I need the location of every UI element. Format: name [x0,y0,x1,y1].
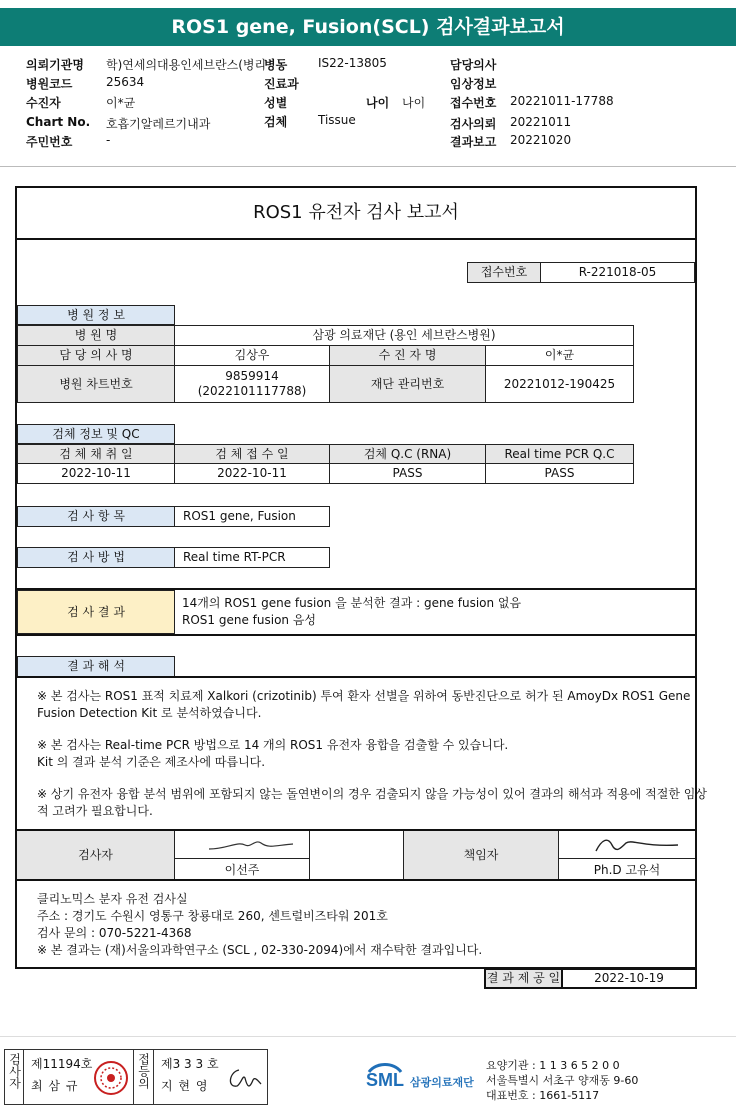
interpretation-note-1a: ※ 본 검사는 ROS1 표적 치료제 Xalkori (crizotinib) 투여 환자 선별을 위하여 동반진단으로 허가 된 AmoyDx ROS1 Gene [37,689,691,703]
interpretation-note-2a: ※ 본 검사는 Real-time PCR 방법으로 14 개의 ROS1 유전자 융합을 검출할 수 있습니다. [37,738,509,752]
lab-phone: 검사 문의 : 070-5221-4368 [37,926,192,940]
interpretation-note-3b: 적 고려가 필요합니다. [37,804,153,818]
lab-name: 클리노믹스 분자 유전 검사실 [37,892,188,906]
interpretation-note-2b: Kit 의 결과 분석 기준은 제조사에 따릅니다. [37,755,266,769]
hospital-section-title: 병 원 정 보 [17,305,175,325]
report-heading: ROS1 유전자 검사 보고서 [253,202,459,223]
supervisor-sign-line [559,858,695,859]
seal-stamp-icon [93,1060,129,1096]
test-item-label: 검 사 항 목 [17,506,175,527]
footer-divider [0,1036,736,1037]
logo-foundation-name: 삼광의료재단 [410,1076,474,1089]
hospital-name-value: 삼광 의료재단 (용인 세브란스병원) [174,325,634,346]
supervisor-signature [592,833,682,857]
foundation-address: 서울특별시 서초구 양재동 9-60 [486,1074,639,1087]
signer-name-1: 최 삼 규 [31,1079,79,1093]
interpretation-section-title: 결 과 해 석 [17,656,175,677]
age-label: 나이 [366,96,390,110]
reception-value: 20221011-17788 [510,94,614,108]
cert-divider-b [133,1050,134,1104]
cert-divider-a [23,1050,24,1104]
request-label: 검사의뢰 [450,117,497,131]
examiner-name: 이선주 [224,863,260,877]
report-frame [15,186,707,969]
provide-date-label: 결 과 제 공 일 [484,968,563,989]
test-method-value: Real time RT-PCR [174,547,330,568]
cert-divider-c [153,1050,154,1104]
license-no-1: 제11194호 [31,1057,93,1071]
test-result-line-1: 14개의 ROS1 gene fusion 을 분석한 결과 : gene fusion 없음 [182,596,522,610]
rna-qc-label: 검체 Q.C (RNA) [329,444,486,464]
rna-qc-value: PASS [329,463,486,484]
report-date-label: 결과보고 [450,135,497,149]
hospital-name-label: 병 원 명 [17,325,175,346]
doctor-label: 담당의사 [450,58,497,72]
collect-date-label: 검 체 채 취 일 [17,444,175,464]
signature-bottom-line [17,879,695,881]
test-result-line-2: ROS1 gene fusion 음성 [182,613,317,627]
receive-date-label: 검 체 접 수 일 [174,444,330,464]
hospital-code-label: 병원코드 [26,77,73,91]
lab-note: ※ 본 결과는 (재)서울의과학연구소 (SCL , 02-330-2094)에서 재수탁한 결과입니다. [37,943,483,957]
foundation-no-label: 재단 관리번호 [329,365,486,403]
test-item-value: ROS1 gene, Fusion [174,506,330,527]
doctor-name-value: 김상우 [174,345,330,366]
department-label: 진료과 [264,77,299,91]
chart-no-value-sub: (2022101117788) [197,384,307,398]
ward-label: 병동 [264,58,288,72]
patient-name-label: 수 진 자 명 [329,345,486,366]
qc-section-title: 검체 정보 및 QC [17,424,175,444]
age-value: 나이 [402,96,426,110]
pcr-qc-label: Real time PCR Q.C [485,444,634,464]
examiner-vertical-label [7,1053,21,1092]
specimen-value: Tissue [318,113,356,127]
examiner-sign-line [175,858,309,859]
signer-signature-2 [223,1064,263,1094]
report-title-bar: ROS1 gene, Fusion(SCL) 검사결과보고서 [0,8,736,46]
test-method-label: 검 사 방 법 [17,547,175,568]
provide-date-value: 2022-10-19 [561,968,697,989]
logo-sml-text: SML [366,1070,404,1090]
sig-divider-1 [309,831,310,879]
foundation-no-value: 20221012-190425 [485,365,634,403]
chart-no-value [174,365,330,403]
receive-date-value: 2022-10-11 [174,463,330,484]
chart-label: Chart No. [26,115,91,129]
chart-no-label: 병원 차트번호 [17,365,175,403]
certification-box [4,1049,268,1105]
chart-no-value-main: 9859914 [225,369,279,383]
license-no-2: 제3 3 3 호 [161,1057,219,1071]
interpretation-line [17,676,695,678]
reception-label: 접수번호 [450,96,497,110]
interpretation-note-3a: ※ 상기 유전자 융합 분석 범위에 포함되지 않는 돌연변이의 경우 검출되지 않을 가능성이 있어 결과의 해석과 적용에 적절한 임상 [37,787,707,801]
heading-divider [17,238,695,240]
supervisor-label: 책임자 [404,831,559,879]
test-result-label: 검 사 결 과 [17,590,175,634]
interpretation-note-1b: Fusion Detection Kit 로 분석하였습니다. [37,706,262,720]
header-divider [0,166,736,167]
report-date-value: 20221020 [510,133,572,147]
patient-name-value: 이*균 [485,345,634,366]
examiner-signature [207,835,297,855]
result-bottom-line [17,634,695,636]
resident-label: 주민번호 [26,135,73,149]
clinical-label: 임상정보 [450,77,497,91]
request-value: 20221011 [510,115,572,129]
care-institution-code: 요양기관 : 1 1 3 6 5 2 0 0 [486,1059,620,1072]
institution-value: 학)연세의대용인세브란스(병리 [106,58,267,72]
specimen-label: 검체 [264,115,288,129]
reception-no-label: 접수번호 [467,262,541,283]
sex-label: 성별 [264,96,288,110]
sml-logo [366,1062,484,1094]
patient-label: 수진자 [26,96,61,110]
supervisor-name: Ph.D 고유석 [593,863,661,877]
collect-date-value: 2022-10-11 [17,463,175,484]
signer-name-2: 지 현 영 [161,1079,209,1093]
lab-address: 주소 : 경기도 수원시 영통구 창룡대로 260, 센트럴비즈타워 201호 [37,909,388,923]
approver-vertical-text: 접등의 [136,1053,151,1089]
institution-label: 의뢰기관명 [26,58,84,72]
hospital-code-value: 25634 [106,75,145,89]
doctor-name-label: 담 당 의 사 명 [17,345,175,366]
resident-value: - [106,133,111,147]
patient-value: 이*균 [106,96,136,110]
pcr-qc-value: PASS [485,463,634,484]
examiner-vertical-text: 검사자 [7,1053,22,1089]
main-phone: 대표번호 : 1661-5117 [486,1089,600,1102]
approver-vertical-label [136,1053,150,1092]
examiner-label: 검사자 [17,831,175,879]
ward-value: IS22-13805 [318,56,387,70]
reception-no-value: R-221018-05 [540,262,695,283]
chart-value: 호흡기알레르기내과 [106,117,211,131]
